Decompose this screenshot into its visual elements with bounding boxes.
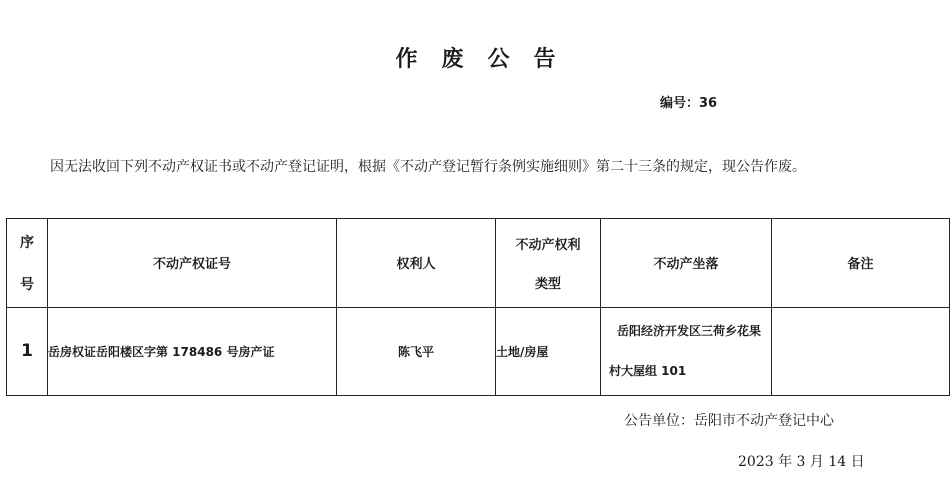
cell-owner: 陈飞平 bbox=[337, 307, 496, 396]
cell-location-line2: 村大屋组 101 bbox=[609, 364, 687, 379]
header-owner: 权利人 bbox=[337, 219, 496, 308]
header-note: 备注 bbox=[772, 219, 950, 308]
announcement-table bbox=[6, 218, 950, 396]
header-right-type-line2: 类型 bbox=[534, 276, 561, 292]
table-row bbox=[7, 307, 950, 396]
cell-seq: 1 bbox=[7, 307, 48, 396]
document-title: 作废公告 bbox=[395, 47, 580, 72]
header-certificate: 不动产权证号 bbox=[48, 219, 337, 308]
cell-location bbox=[601, 307, 772, 396]
intro-paragraph: 因无法收回下列不动产权证书或不动产登记证明，根据《不动产登记暂行条例实施细则》第二十三条的规定，现公告作废。 bbox=[50, 159, 806, 175]
cell-right-type: 土地/房屋 bbox=[496, 307, 601, 396]
header-location: 不动产坐落 bbox=[601, 219, 772, 308]
header-seq bbox=[7, 219, 48, 308]
header-right-type-line1: 不动产权利 bbox=[515, 237, 581, 253]
issuer-line: 公告单位：岳阳市不动产登记中心 bbox=[624, 413, 834, 429]
cell-note bbox=[772, 307, 950, 396]
document-number: 编号：36 bbox=[660, 96, 718, 111]
header-seq-line1: 序 bbox=[20, 234, 34, 251]
header-right-type bbox=[496, 219, 601, 308]
header-seq-line2: 号 bbox=[20, 276, 34, 293]
cell-location-line1: 岳阳经济开发区三荷乡花果 bbox=[617, 324, 762, 339]
table-header-row bbox=[7, 219, 950, 308]
issue-date: 2023 年 3 月 14 日 bbox=[738, 454, 865, 470]
cell-certificate: 岳房权证岳阳楼区字第 178486 号房产证 bbox=[48, 307, 337, 396]
